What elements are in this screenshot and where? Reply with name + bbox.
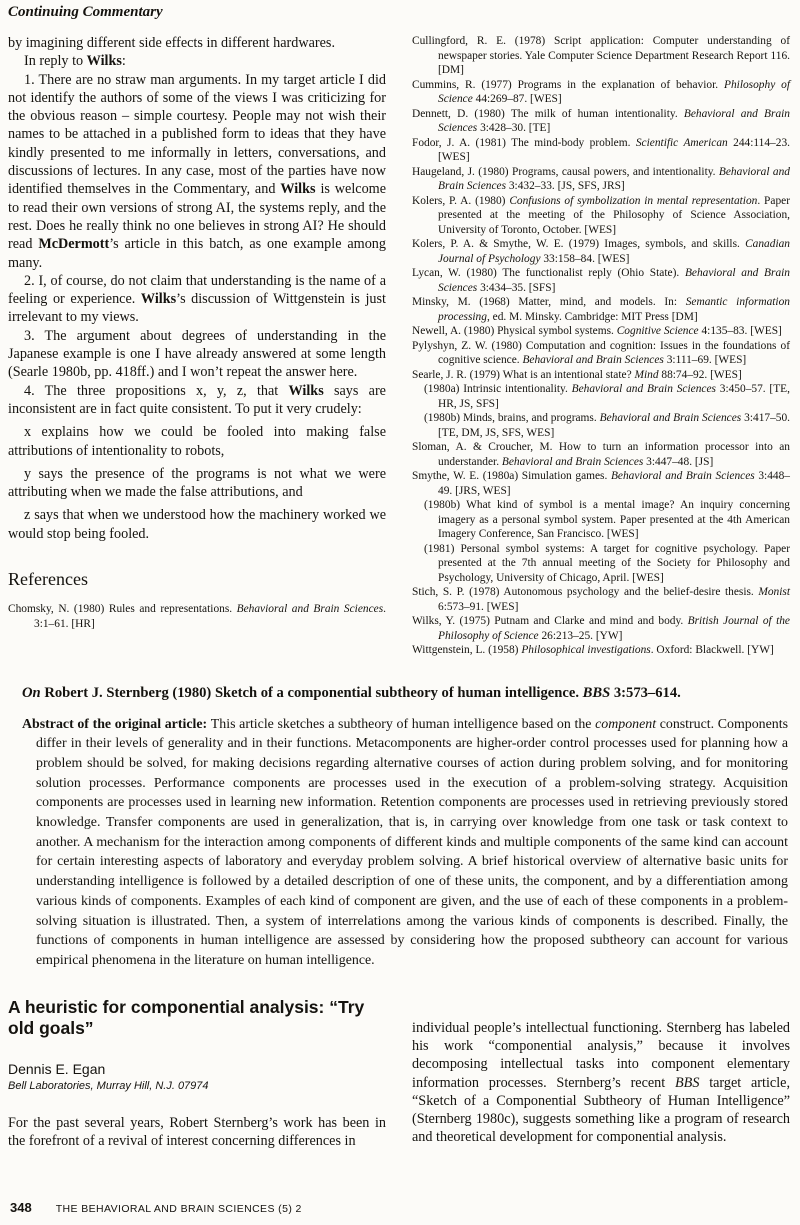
paragraph: In reply to Wilks:	[24, 53, 126, 70]
reference-entry: (1980a) Intrinsic intentionality. Behavioral and Brain Sciences 3:450–57. [TE, HR, JS, SFS]	[424, 383, 790, 410]
reference-entry: Stich, S. P. (1978) Autonomous psychology and the belief-desire thesis. Monist 6:573–91. [WES]	[412, 586, 790, 613]
reference-entry: Wilks, Y. (1975) Putnam and Clarke and mind and body. British Journal of the Philosophy of Science 26:213–25. [YW]	[412, 615, 790, 642]
page-number: 348	[10, 1200, 32, 1215]
paragraph: y says the presence of the programs is not what we were attributing when we made the false attributions, and	[8, 465, 386, 501]
paragraph: 4. The three propositions x, y, z, that Wilks says are inconsistent are in fact quite consistent. To put it very crudely:	[8, 382, 386, 417]
reference-entry: Minsky, M. (1968) Matter, mind, and models. In: Semantic information processing, ed. M. Minsky. Cambridge: MIT Press [DM]	[412, 296, 790, 323]
commentary-title: A heuristic for componential analysis: “Try old goals”	[8, 996, 365, 1038]
reference-entry: Pylyshyn, Z. W. (1980) Computation and cognition: Issues in the foundations of cognitive science. Behavioral and Brain Sciences 3:111–69. [WES]	[412, 339, 790, 366]
reference-entry: Cullingford, R. E. (1978) Script application: Computer understanding of newspaper stories. Yale Computer Science Department Research Report 116. [DM]	[412, 35, 790, 76]
reference-entry: Dennett, D. (1980) The milk of human intentionality. Behavioral and Brain Sciences 3:428–30. [TE]	[412, 107, 791, 134]
commentary-right-column	[412, 997, 790, 1151]
paragraph: 2. I, of course, do not claim that understanding is the name of a feeling or experience. Wilks’s discussion of Wittgenstein is just irrelevant to my views.	[8, 272, 386, 326]
reference-entry: Kolers, P. A. (1980) Confusions of symbolization in mental representation. Paper presented at the meeting of the Philosophy of Science Association, University of Toronto, October. [WES]	[412, 194, 790, 236]
reference-entry: Sloman, A. & Croucher, M. How to turn an information processor into an understander. Behavioral and Brain Sciences 3:447–48. [JS]	[412, 441, 790, 468]
reference-entry: Searle, J. R. (1979) What is an intentional state? Mind 88:74–92. [WES]	[412, 368, 742, 381]
reply-paragraphs	[8, 34, 386, 543]
commentary-left-column	[8, 997, 386, 1151]
journal-name: THE BEHAVIORAL AND BRAIN SCIENCES (5) 2	[55, 1203, 302, 1215]
commentary-section	[8, 997, 790, 1151]
paragraph: z says that when we understood how the machinery worked we would stop being fooled.	[8, 507, 386, 542]
reference-entry: (1980b) Minds, brains, and programs. Behavioral and Brain Sciences 3:417–50. [TE, DM, JS, SFS, WES]	[424, 412, 791, 439]
paragraph: 3. The argument about degrees of understanding in the Japanese example is one I have already answered at some length (Searle 1980b, pp. 418ff.) and I won’t repeat the answer here.	[8, 327, 386, 381]
paragraph: by imagining different side effects in different hardwares.	[8, 35, 335, 51]
paragraph: 1. There are no straw man arguments. In my target article I did not identify the authors of some of the views I was criticizing for the obvious reason – simple courtesy. People may not wish their names to be attached in a published form to ideas that they have kindly presented to me informally in letters, conversations, and discussions of lectures. In any case, most of the parties have now identified themselves in the Commentary, and Wilks is welcome to read their own versions of strong AI, the systems reply, and the rest. Does he really think no one believes in strong AI? He should read McDermott’s article in this batch, as one example among many.	[8, 71, 386, 271]
reference-entry: (1981) Personal symbol systems: A target for cognitive psychology. Paper presented at the 7th annual meeting of the Society for Philosophy and Psychology, University of Chicago, April. [WES]	[424, 542, 790, 584]
commentary-text-left: For the past several years, Robert Sternberg’s work has been in the forefront of a revival of interest concerning differences in	[8, 1114, 386, 1149]
reference-entry: Fodor, J. A. (1981) The mind-body problem. Scientific American 244:114–23. [WES]	[412, 136, 790, 163]
reference-entry: (1980b) What kind of symbol is a mental image? An inquiry concerning imagery as a personal symbol system. Paper presented at the 4th American Imagery Conference, San Francisco. [WES]	[424, 499, 790, 540]
reference-entry: Lycan, W. (1980) The functionalist reply (Ohio State). Behavioral and Brain Sciences 3:434–35. [SFS]	[412, 267, 791, 294]
commentary-text-right: individual people’s intellectual functioning. Sternberg has labeled his work “componential analysis,” because it involves decomposing intellectual tasks into component elementary information processes. Sternberg’s recent BBS target article, “Sketch of a Componential Subtheory of Human Intelligence” (Sternberg 1980c), suggests something like a program of research and theoretical development for componential analysis.	[412, 1019, 790, 1146]
top-section	[8, 34, 790, 658]
reference-entry: Newell, A. (1980) Physical symbol systems. Cognitive Science 4:135–83. [WES]	[412, 325, 782, 337]
right-column	[412, 34, 790, 658]
target-article-heading: On Robert J. Sternberg (1980) Sketch of a componential subtheory of human intelligence. BBS 3:573–614.	[22, 684, 681, 701]
reference-entry: Cummins, R. (1977) Programs in the explanation of behavior. Philosophy of Science 44:269–87. [WES]	[412, 78, 790, 105]
reference-entry: Kolers, P. A. & Smythe, W. E. (1979) Images, symbols, and skills. Canadian Journal of Psychology 33:158–84. [WES]	[412, 238, 790, 265]
commentary-affiliation: Bell Laboratories, Murray Hill, N.J. 07974	[8, 1079, 209, 1092]
right-references	[412, 34, 790, 658]
commentary-author: Dennis E. Egan	[8, 1060, 106, 1077]
reference-entry: Smythe, W. E. (1980a) Simulation games. Behavioral and Brain Sciences 3:448–49. [JRS, WES]	[412, 470, 790, 497]
reference-entry: Chomsky, N. (1980) Rules and representations. Behavioral and Brain Sciences. 3:1–61. [HR]	[8, 603, 386, 630]
reference-entry: Haugeland, J. (1980) Programs, causal powers, and intentionality. Behavioral and Brain Sciences 3:432–33. [JS, SFS, JRS]	[412, 165, 791, 192]
references-heading: References	[8, 569, 88, 590]
left-references	[8, 602, 386, 631]
paragraph: x explains how we could be fooled into making false attributions of intentionality to robots,	[8, 424, 386, 459]
page-footer	[10, 1200, 302, 1215]
left-column	[8, 34, 386, 658]
running-head: Continuing Commentary	[8, 4, 163, 20]
abstract-paragraph: Abstract of the original article: This article sketches a subtheory of human intelligence based on the component construct. Components differ in their levels of generality and in their functions. Metacomponents are higher-order control processes used for planning how a problem should be solved, for making decisions regarding alternative courses of action during problem solving, and for monitoring solution processes. Performance components are processes used in the execution of a problem-solving strategy. Acquisition components are processes used in learning new information. Retention components are processes used in retrieving previously stored knowledge. Transfer components are used in generalization, that is, in carrying over knowledge from one task or task context to another. A mechanism for the interaction among components of different kinds and multiple components of the same kind can account for certain interesting aspects of laboratory and everyday problem solving. A brief historical overview of alternative basic units for understanding intelligence is followed by a detailed description of one of these units, the component, and by a differentiation among various kinds of components. Examples of each kind of component are given, and the use of each of these components in a problem-solving situation is illustrated. Then, a system of interrelations among the various kinds of components is described. Finally, the functions of components in human intelligence are assessed by considering how the proposed subtheory can account for various empirical phenomena in the literature on human intelligence.	[22, 716, 788, 968]
reference-entry: Wittgenstein, L. (1958) Philosophical investigations. Oxford: Blackwell. [YW]	[412, 644, 774, 656]
